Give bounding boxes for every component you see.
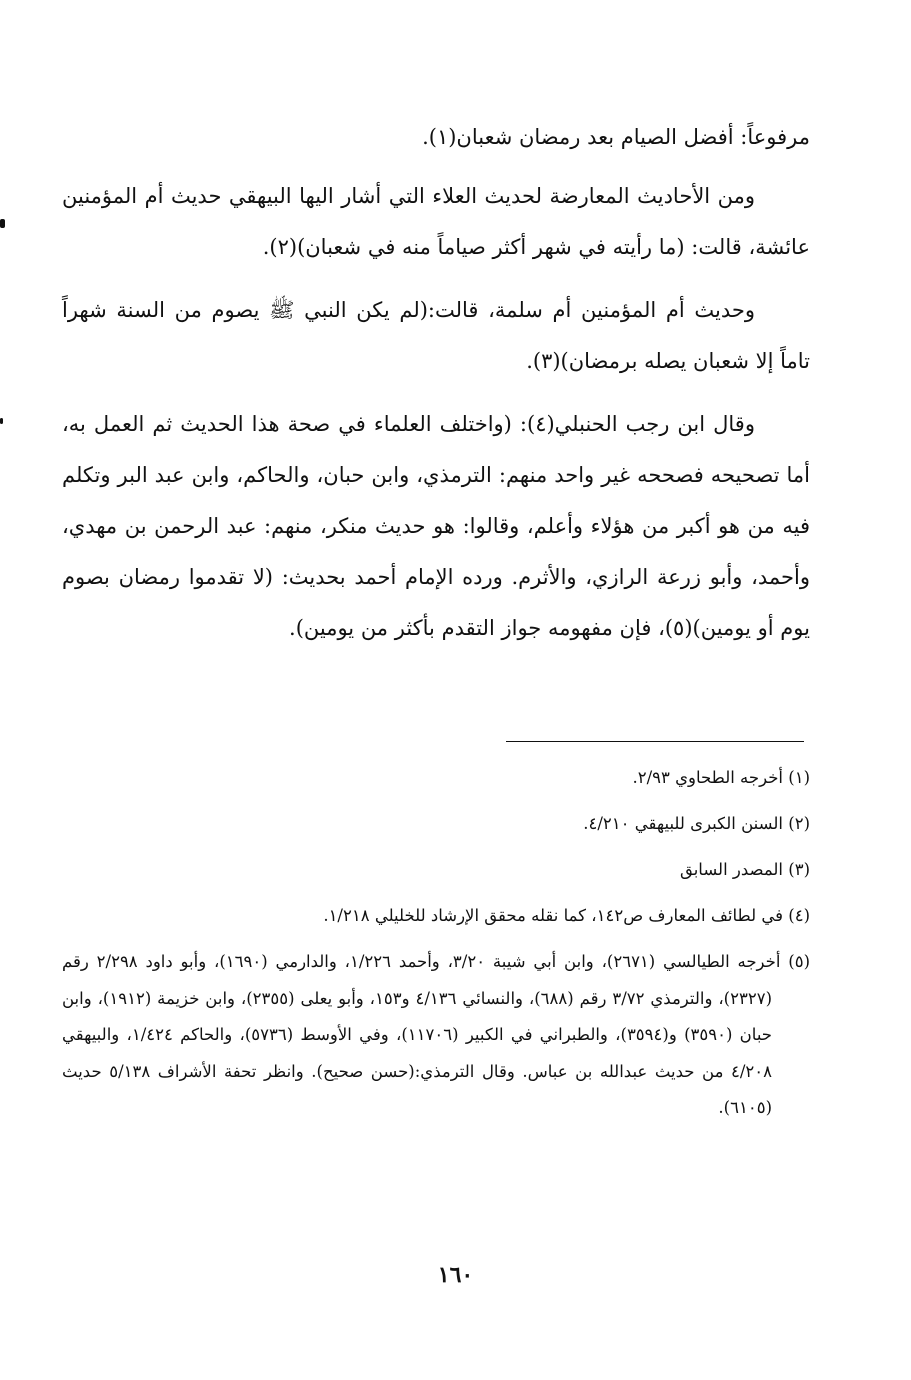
footnotes (62, 760, 810, 1137)
footnote-5: (٥) أخرجه الطيالسي (٢٦٧١)، وابن أبي شيبة ٣/٢٠، وأحمد ١/٢٢٦، والدارمي (١٦٩٠)، وأبو داود ٢/٢٩٨ رقم (٢٣٢٧)، والترمذي ٣/٧٢ رقم (٦٨٨)، والنسائي ٤/١٣٦ و١٥٣، وأبو يعلى (٢٣٥٥)، وابن خزيمة (١٩١٢)، وابن حبان (٣٥٩٠) و(٣٥٩٤)، والطبراني في الكبير (١١٧٠٦)، وفي الأوسط (٥٧٣٦)، والحاكم ١/٤٢٤، والبيهقي ٤/٢٠٨ من حديث عبدالله بن عباس. وقال الترمذي:(حسن صحيح). وانظر تحفة الأشراف ٥/١٣٨ حديث (٦١٠٥). (62, 952, 810, 1117)
scan-edge-mark (0, 219, 5, 228)
paragraph-umm-salama-hadith: وحديث أم المؤمنين أم سلمة، قالت:(لم يكن النبي ﷺ يصوم من السنة شهراً تاماً إلا شعبان يصله برمضان)(٣). (62, 298, 810, 373)
footnote-separator (506, 741, 804, 742)
main-text (62, 112, 810, 666)
footnote-3: (٣) المصدر السابق (679, 860, 810, 879)
paragraph-continuation: مرفوعاً: أفضل الصيام بعد رمضان شعبان(١). (422, 125, 810, 149)
footnote-4: (٤) في لطائف المعارف ص١٤٢، كما نقله محقق الإرشاد للخليلي ١/٢١٨. (323, 906, 810, 925)
footnote-2: (٢) السنن الكبرى للبيهقي ٤/٢١٠. (583, 814, 810, 833)
paragraph-aisha-hadith: ومن الأحاديث المعارضة لحديث العلاء التي أشار اليها البيهقي حديث أم المؤمنين عائشة، قالت: (ما رأيته في شهر أكثر صياماً منه في شعبان)(٢). (62, 184, 810, 259)
scan-edge-mark (0, 418, 3, 424)
page-number: ١٦٠ (437, 1262, 474, 1288)
paragraph-ibn-rajab-quote: وقال ابن رجب الحنبلي(٤): (واختلف العلماء في صحة هذا الحديث ثم العمل به، أما تصحيحه فصححه غير واحد منهم: الترمذي، وابن حبان، والحاكم، وابن عبد البر وتكلم فيه من هو أكبر من هؤلاء وأعلم، وقالوا: هو حديث منكر، منهم: عبد الرحمن بن مهدي، وأحمد، وأبو زرعة الرازي، والأثرم. ورده الإمام أحمد بحديث: (لا تقدموا رمضان بصوم يوم أو يومين)(٥)، فإن مفهومه جواز التقدم بأكثر من يومين). (62, 412, 810, 640)
footnote-1: (١) أخرجه الطحاوي ٢/٩٣. (632, 768, 810, 787)
